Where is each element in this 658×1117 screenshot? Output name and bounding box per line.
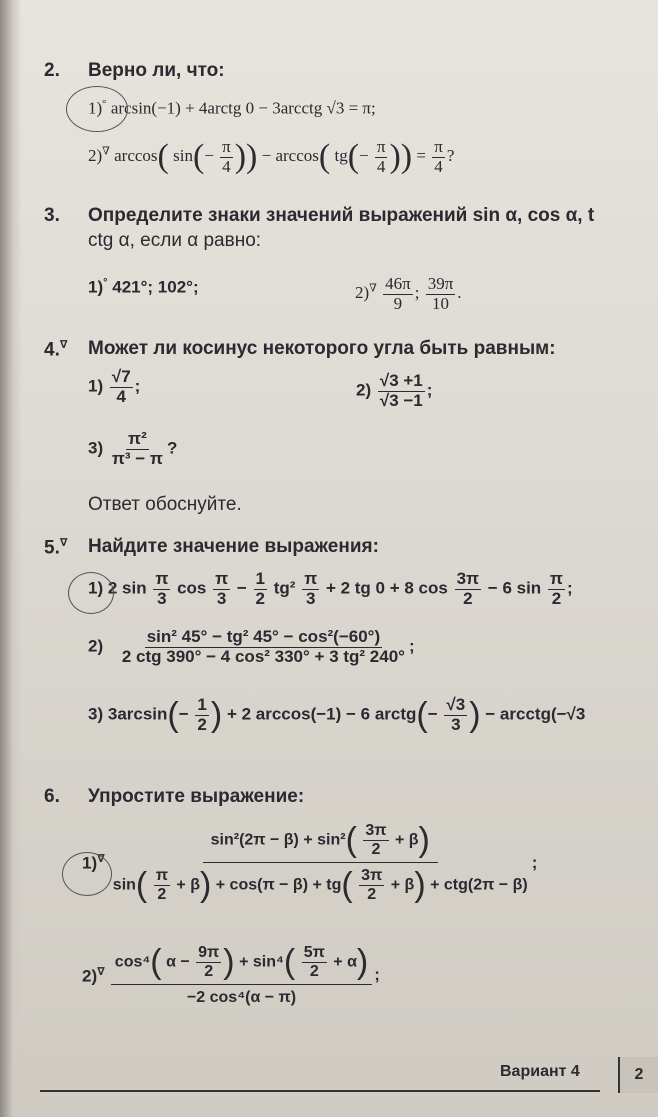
task-2-item-2: 2)∇ arccos( sin(− $\frac{\pi}{4}$ )) − arccos( tg(− $\frac{\pi}{4}$ )) = $\frac{\pi}{4}$ ? <box>88 137 455 176</box>
task-5-heading: Найдите значение выражения: <box>88 536 379 557</box>
task-6-number: 6. <box>44 786 60 807</box>
task-5-item-1: 1) 2 sin $\frac{\pi}{3}$ cos $\frac{\pi}{3}$ − $\frac{1}{2}$ tg² $\frac{\pi}{3}$ + 2 tg 0 + 8 cos $\frac{3\pi}{2}$ − 6 sin $\frac{\pi}{2}$ ; <box>88 569 573 608</box>
variant-label: Вариант 4 <box>500 1063 580 1080</box>
task-3-number: 3. <box>44 205 60 226</box>
task-6-item-1: 1)∇ sin²(2π − β) + sin²( $\frac{3\pi}{2}$ + β) sin( $\frac{\pi}{2}$ + β) + cos(π − β) + tg( $\frac{3\pi}{2}$ + β) + ctg(2π − β) ; <box>82 821 538 905</box>
task-4-item-3: 3) $\frac{\text{π²}}{\text{π³ − π}}$ ? <box>88 429 178 468</box>
footer-rule <box>40 1090 600 1092</box>
pencil-circle <box>62 852 112 896</box>
task-3-heading-2: ctg α, если α равно: <box>88 230 262 251</box>
task-4-heading: Может ли косинус некоторого угла быть равным: <box>88 338 556 359</box>
task-3-item-1: 1)° 421°; 102°; <box>88 277 199 297</box>
task-4-number: 4.∇ <box>44 339 68 361</box>
page-number: 2 <box>618 1057 658 1093</box>
task-2-number: 2. <box>44 60 60 81</box>
task-6-heading: Упростите выражение: <box>88 786 305 807</box>
task-5-item-3: 3) 3arcsin(− $\frac{1}{2}$ ) + 2 arccos(−1) − 6 arctg(− $\frac{√3}{3}$ ) − arcctg(−√3 <box>88 695 586 735</box>
task-4-item-2: 2) $\frac{√3 +1}{√3 -1}$ ; <box>356 371 433 410</box>
task-2-item-1: 1)° arcsin(−1) + 4arctg 0 − 3arcctg √3 = π; <box>88 98 376 118</box>
task-2-heading: Верно ли, что: <box>88 60 225 81</box>
task-4-note: Ответ обоснуйте. <box>88 494 242 515</box>
task-5-number: 5.∇ <box>44 537 68 559</box>
task-6-item-2: 2)∇ cos⁴( α − $\frac{9\pi}{2}$ ) + sin⁴( $\frac{5\pi}{2}$ + α) −2 cos⁴(α − π) ; <box>82 943 380 1007</box>
task-3-heading: Определите знаки значений выражений sin α, cos α, t <box>88 205 595 226</box>
pencil-circle <box>66 86 128 132</box>
task-5-item-2: 2) $\frac{\text{sin² 45° − tg² 45° − cos²(−60°)}}{\text{2 ctg 390° − 4 cos² 330° + 3 tg² 240°}}$ ; <box>88 627 415 666</box>
task-4-item-1: 1) $\frac{√7}{4}$ ; <box>88 367 141 406</box>
pencil-circle <box>68 572 114 614</box>
page-shadow <box>0 0 22 1117</box>
task-3-item-2: 2)∇ $\frac{46\pi}{9}$ ; $\frac{39\pi}{10}$ . <box>355 274 462 313</box>
